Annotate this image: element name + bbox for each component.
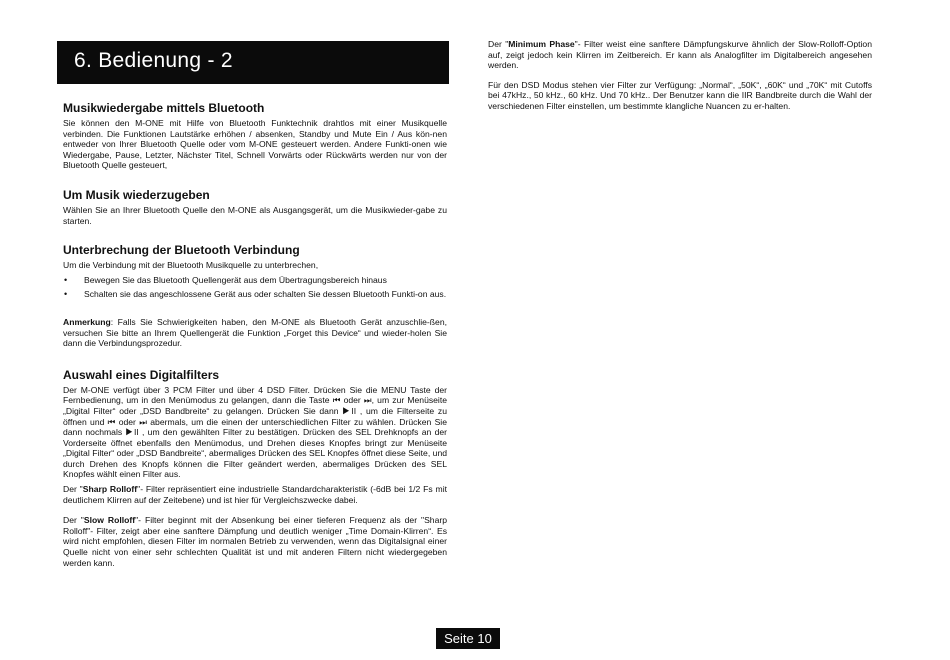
section-bluetooth-playback	[63, 101, 447, 171]
section-heading: Um Musik wiederzugeben	[63, 187, 210, 202]
sharp-rolloff-paragraph: Der "Sharp Rolloff"- Filter repräsentiert eine industrielle Standardcharakteristik (-6dB bei 1/2 Fs mit deutlichem Klirren auf der Zeitebene) und ist hier für Vergleichszwecke dabei.	[63, 484, 447, 505]
page-title: 6. Bedienung - 2	[74, 49, 233, 72]
list-item: • Schalten sie das angeschlossene Gerät aus oder schalten Sie dessen Bluetooth Funkti-on aus.	[64, 289, 447, 300]
list-item: • Bewegen Sie das Bluetooth Quellengerät aus dem Übertragungsbereich hinaus	[64, 274, 387, 285]
sharp-rolloff-label: Sharp Rolloff	[82, 484, 138, 495]
page-number-badge	[436, 628, 500, 649]
section-body: Wählen Sie an Ihrer Bluetooth Quelle den M-ONE als Ausgangsgerät, um die Musikwieder-gabe zu starten.	[63, 204, 447, 226]
minimum-phase-label: Minimum Phase	[508, 39, 575, 49]
section-digital-filter	[63, 368, 447, 569]
section-heading: Musikwiedergabe mittels Bluetooth	[63, 101, 265, 115]
section-heading: Auswahl eines Digitalfilters	[63, 367, 220, 382]
bullet-icon: •	[64, 289, 68, 300]
section-play-music	[63, 188, 447, 226]
section-intro: Um die Verbindung mit der Bluetooth Musikquelle zu unterbrechen,	[63, 260, 319, 271]
slow-rolloff-label: Slow Rolloff	[83, 515, 136, 526]
note-label: Anmerkung	[63, 316, 111, 327]
minimum-phase-paragraph: Der "Minimum Phase"- Filter weist eine sanftere Dämpfungskurve ähnlich der Slow-Rolloff-Option auf, zeigt jedoch kein Klirren im Zeitbereich. Er kann als Analogfilter im Digitalbereich angesehen werden.	[488, 39, 872, 71]
chapter-banner	[57, 41, 449, 84]
bullet-list	[63, 275, 447, 300]
section-heading: Unterbrechung der Bluetooth Verbindung	[63, 243, 300, 258]
section-body: Sie können den M-ONE mit Hilfe von Bluetooth Funktechnik drahtlos mit einer Musikquelle verbinden. Die Funktionen Lautstärke erhöhen / absenken, Standby und Mute Ein / Aus kön-nen entweder von Ihrer Bluetooth Quelle oder vom M-ONE gesteuert werden. Andere Funkti-onen wie Wiedergabe, Pause, Letzter, Nächster Titel, Schnell Vorwärts oder Rückwärts werden nur von der Bluetooth Quelle gesteuert,	[63, 118, 447, 171]
bullet-icon: •	[64, 274, 68, 285]
dsd-filter-paragraph: Für den DSD Modus stehen vier Filter zur Verfügung: „Normal“, „50K“, „60K“ und „70K“ mit Cutoffs bei 47kHz., 50 kHz., 60 kHz. Und 70 kHz.. Der Benutzer kann die IIR Bandbreite durch die Wahl der verschiedenen Filter einstellen, um bestimmte klangliche Nuancen zu er-halten.	[488, 79, 872, 111]
page-number: Seite 10	[444, 631, 492, 646]
right-column	[488, 39, 872, 112]
note-paragraph: Anmerkung: Falls Sie Schwierigkeiten haben, den M-ONE als Bluetooth Gerät anzuschlie-ßen, versuchen Sie bitte an Ihrem Quellengerät die Funktion „Forget this Device“ und wieder-holen Sie dann die Verbindungsprozedur.	[63, 316, 447, 349]
left-column	[63, 101, 447, 568]
section-body: Der M-ONE verfügt über 3 PCM Filter und über 4 DSD Filter. Drücken Sie die MENU Taste der Fernbedienung, um in den Menümodus zu gelangen, dann die Taste ⏮ oder ⏭, um zur Menüseite „Digital Filter“ oder „DSD Bandbreite“ zu gelangen. Drücken Sie dann ▶II , um die Filterseite zu öffnen und ⏮ oder ⏭ abermals, um die einen der unterschiedlichen Filter zu wählen. Drücken Sie dann nochmals ▶II , um den gewählten Filter zu bestätigen. Drücken des SEL Drehknopfs an der Vorderseite öffnet ebenfalls den Menümodus, und Drehen dieses Knopfes bringt zur Menüseite „Digital Filter“ oder „DSD Bandbreite“, abermaliges Drücken des SEL Knopfes öffnet diese Seite, und durch Drehen des Knopfs können die Filter geändert werden, abermaliges Drücken des SEL Knopfes wählt einen Filter aus.	[63, 384, 447, 480]
slow-rolloff-paragraph: Der "Slow Rolloff"- Filter beginnt mit der Absenkung bei einer tieferen Frequenz als der "Sharp Rolloff"- Filter, zeigt aber eine sanftere Dämpfung und deutlich weniger „Time Domain-Klirren“. Es wird nicht empfohlen, diesen Filter im normalen Betrieb zu verwenden, wenn das Digitalsignal einer Quelle nicht von einer sehr schlechten Qualität ist und mit anderen Filtern nicht wiedergegeben werden kann.	[63, 515, 447, 568]
section-bluetooth-disconnect	[63, 243, 447, 349]
